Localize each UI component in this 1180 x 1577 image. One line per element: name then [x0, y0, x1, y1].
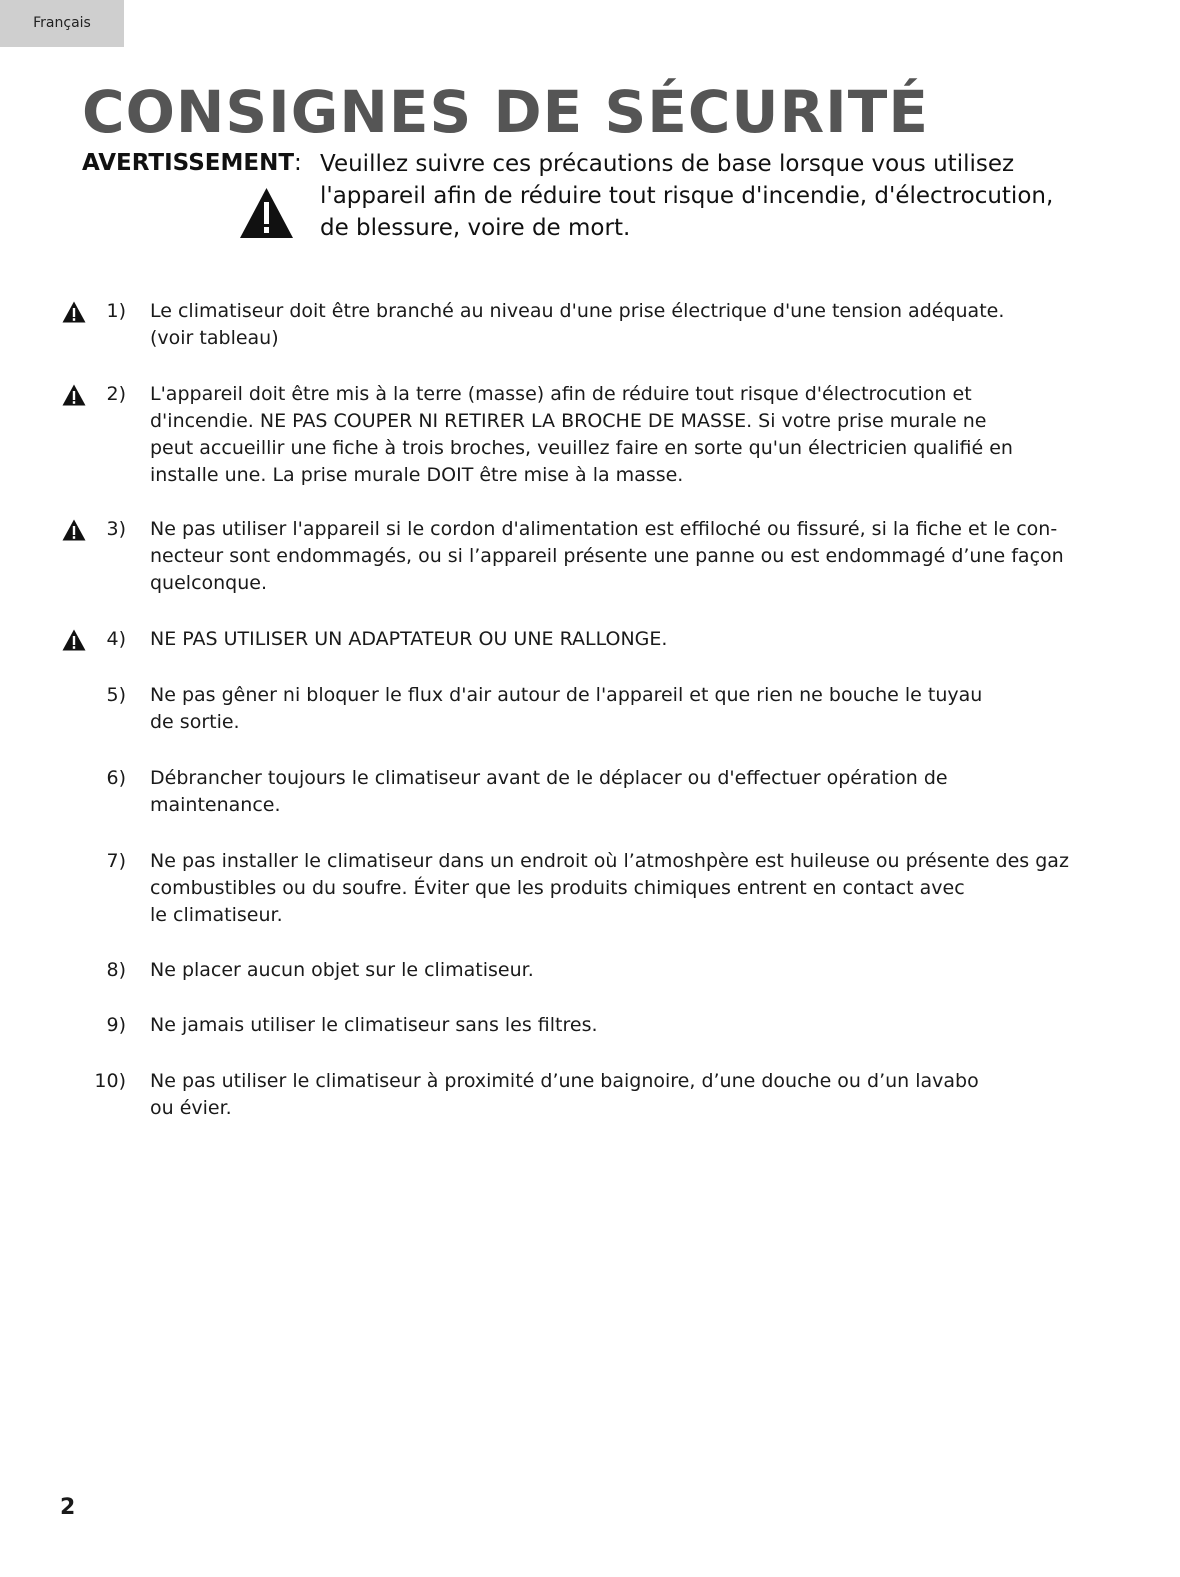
warning-triangle-icon [62, 384, 86, 406]
item-text [150, 516, 1115, 597]
item-line: quelconque. [150, 572, 268, 594]
item-number: 8) [106, 959, 126, 981]
item-line: installe une. La prise murale DOIT être mise à la masse. [150, 464, 684, 486]
item-line: Ne pas installer le climatiseur dans un endroit où l’atmoshpère est huileuse ou présente des gaz [150, 850, 1069, 872]
item-line: Débrancher toujours le climatiseur avant de le déplacer ou d'effectuer opération de [150, 767, 948, 789]
page-number: 2 [60, 1495, 76, 1520]
page-title: CONSIGNES DE SÉCURITÉ [82, 78, 929, 146]
warning-triangle-icon [62, 519, 86, 541]
warning-triangle-icon [62, 301, 86, 323]
item-number: 6) [106, 767, 126, 789]
item-line: Ne placer aucun objet sur le climatiseur. [150, 959, 534, 981]
item-line: Ne pas utiliser le climatiseur à proximité d’une baignoire, d’une douche ou d’un lavabo [150, 1070, 979, 1092]
item-text [150, 298, 1115, 352]
item-number: 2) [106, 383, 126, 405]
warning-label-text: AVERTISSEMENT [82, 150, 295, 176]
item-text [150, 848, 1115, 929]
item-number: 10) [94, 1070, 126, 1092]
warning-line: de blessure, voire de mort. [320, 215, 631, 241]
item-line: Ne pas gêner ni bloquer le flux d'air autour de l'appareil et que rien ne bouche le tuyau [150, 684, 983, 706]
item-line: (voir tableau) [150, 327, 279, 349]
item-line: de sortie. [150, 711, 240, 733]
item-number: 9) [106, 1014, 126, 1036]
item-line: NE PAS UTILISER UN ADAPTATEUR OU UNE RALLONGE. [150, 628, 668, 650]
item-text [150, 765, 1115, 819]
item-text [150, 1068, 1115, 1122]
warning-label [82, 148, 302, 178]
item-text [150, 626, 1115, 653]
item-line: le climatiseur. [150, 904, 283, 926]
item-line: peut accueillir une fiche à trois broches, veuillez faire en sorte qu'un électricien qualifié en [150, 437, 1013, 459]
warning-line: Veuillez suivre ces précautions de base lorsque vous utilisez [320, 151, 1015, 177]
item-number: 7) [106, 850, 126, 872]
item-line: L'appareil doit être mis à la terre (masse) afin de réduire tout risque d'électrocution et [150, 383, 972, 405]
item-line: necteur sont endommagés, ou si l’appareil présente une panne ou est endommagé d’une façon [150, 545, 1064, 567]
item-line: combustibles ou du soufre. Éviter que les produits chimiques entrent en contact avec [150, 877, 965, 899]
warning-line: l'appareil afin de réduire tout risque d'incendie, d'électrocution, [320, 183, 1054, 209]
language-tab: Français [0, 0, 124, 47]
item-line: Ne pas utiliser l'appareil si le cordon d'alimentation est effiloché ou fissuré, si la fiche et le con- [150, 518, 1058, 540]
item-line: ou évier. [150, 1097, 232, 1119]
item-line: d'incendie. NE PAS COUPER NI RETIRER LA BROCHE DE MASSE. Si votre prise murale ne [150, 410, 987, 432]
item-text [150, 381, 1115, 489]
item-text [150, 1012, 1115, 1039]
warning-separator: : [294, 150, 302, 176]
warning-triangle-icon [239, 187, 294, 239]
item-line: maintenance. [150, 794, 281, 816]
warning-text [320, 148, 1150, 244]
item-text [150, 682, 1115, 736]
item-text [150, 957, 1115, 984]
item-number: 5) [106, 684, 126, 706]
item-line: Le climatiseur doit être branché au niveau d'une prise électrique d'une tension adéquate. [150, 300, 1005, 322]
item-number: 4) [106, 628, 126, 650]
item-number: 3) [106, 518, 126, 540]
item-number: 1) [106, 300, 126, 322]
warning-triangle-icon [62, 629, 86, 651]
item-line: Ne jamais utiliser le climatiseur sans les filtres. [150, 1014, 598, 1036]
